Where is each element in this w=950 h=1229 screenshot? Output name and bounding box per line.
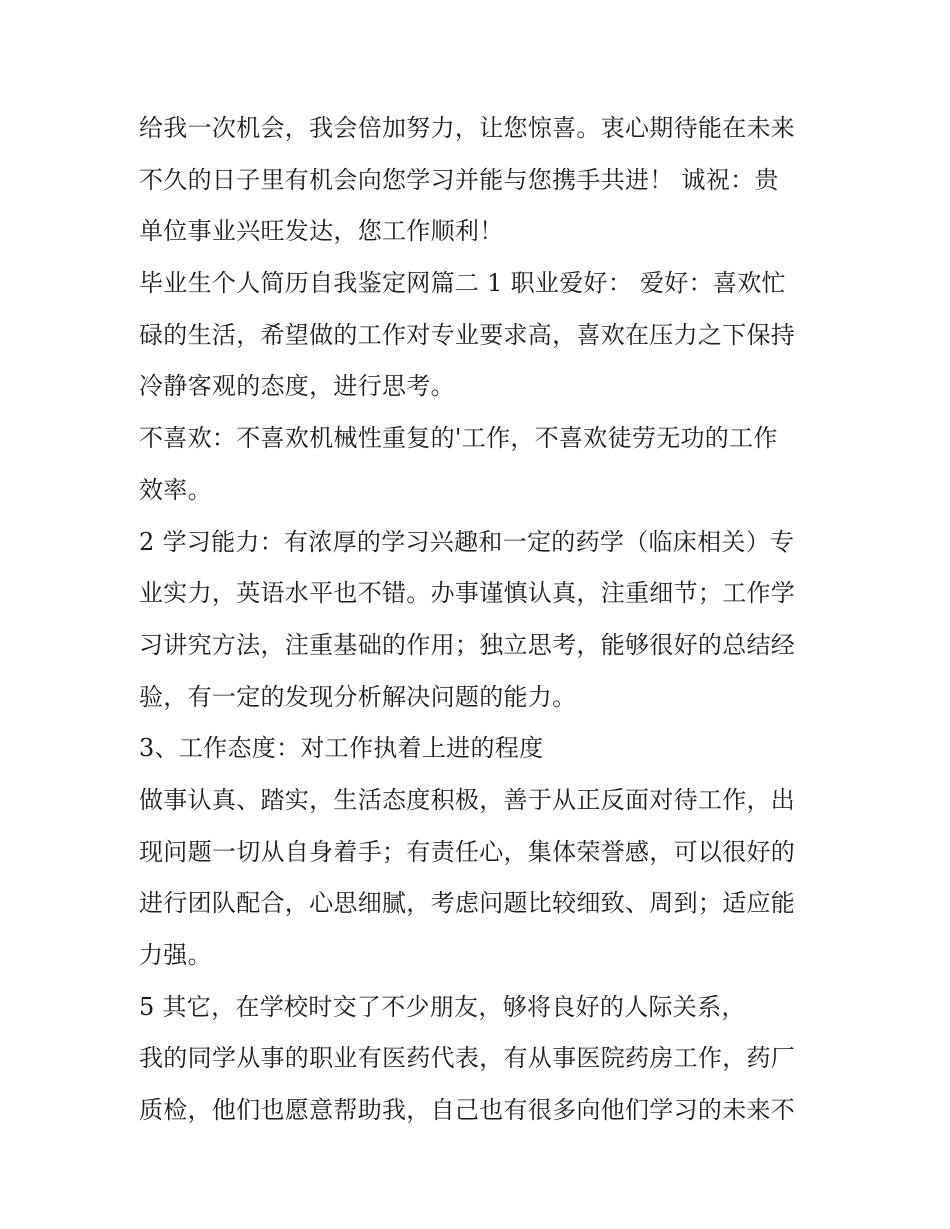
paragraph-work-attitude-heading <box>139 723 819 775</box>
text-line: 做事认真、踏实，生活态度积极，善于从正反面对待工作，出 <box>139 785 796 814</box>
text-line: 效率。 <box>139 475 212 504</box>
text-line: 验，有一定的发现分析解决问题的能力。 <box>139 682 577 711</box>
text-line: 单位事业兴旺发达，您工作顺利！ <box>139 217 504 246</box>
text-line: 进行团队配合，心思细腻，考虑问题比较细致、周到；适应能 <box>139 889 796 918</box>
text-line: 2 学习能力：有浓厚的学习兴趣和一定的药学（临床相关）专 <box>139 527 795 556</box>
paragraph-classmates <box>139 1033 819 1136</box>
text-line: 给我一次机会，我会倍加努力，让您惊喜。衷心期待能在未来 <box>139 114 796 142</box>
text-line: 不喜欢：不喜欢机械性重复的'工作，不喜欢徒劳无功的工作 <box>139 424 778 453</box>
paragraph-other <box>139 982 819 1034</box>
document-body <box>139 103 819 1137</box>
paragraph-dislikes <box>139 413 819 516</box>
text-line: 现问题一切从自身着手；有责任心，集体荣誉感，可以很好的 <box>139 837 796 866</box>
text-line: 3、工作态度：对工作执着上进的程度 <box>139 734 544 763</box>
paragraph-hobbies <box>139 258 819 413</box>
text-line: 毕业生个人简历自我鉴定网篇二 1 职业爱好： 爱好：喜欢忙 <box>139 269 786 298</box>
text-line: 5 其它，在学校时交了不少朋友，够将良好的人际关系， <box>139 992 746 1021</box>
text-line: 力强。 <box>139 941 212 969</box>
text-line: 质检，他们也愿意帮助我，自己也有很多向他们学习的未来不 <box>139 1096 796 1125</box>
paragraph-learning-ability <box>139 517 819 724</box>
text-line: 冷静客观的态度，进行思考。 <box>139 372 455 401</box>
text-line: 碌的生活，希望做的工作对专业要求高，喜欢在压力之下保持 <box>139 320 796 349</box>
text-line: 习讲究方法，注重基础的作用；独立思考，能够很好的总结经 <box>139 630 796 659</box>
text-line: 业实力，英语水平也不错。办事谨慎认真，注重细节；工作学 <box>139 579 796 608</box>
text-line: 我的同学从事的职业有医药代表，有从事医院药房工作，药厂 <box>139 1044 796 1073</box>
paragraph-work-attitude <box>139 775 819 982</box>
text-line: 不久的日子里有机会向您学习并能与您携手共进！ 诚祝：贵 <box>139 165 779 194</box>
paragraph-closing-wishes <box>139 103 819 258</box>
